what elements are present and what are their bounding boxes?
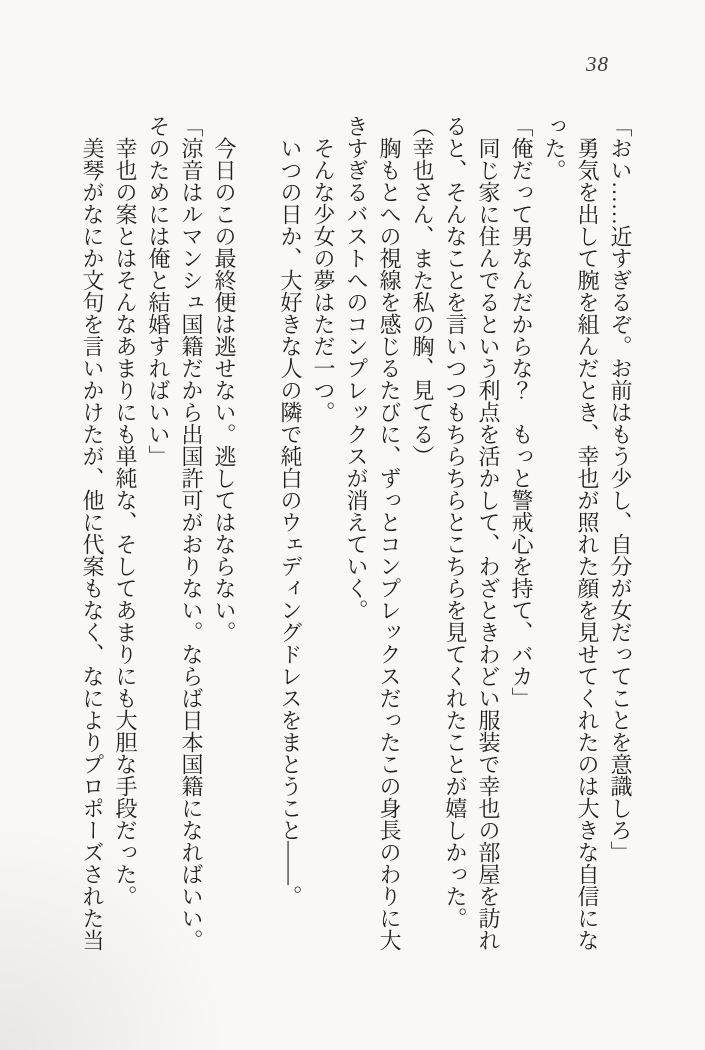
paragraph: 今日のこの最終便は逃せない。逃してはならない。 <box>212 137 237 643</box>
paragraph: 「おい……近すぎるぞ。お前はもう少し、自分が女だってことを意識しろ」 <box>608 115 633 863</box>
page-text <box>72 115 637 955</box>
page-number: 38 <box>586 52 609 76</box>
paragraph: いつの日か、大好きな人の隣で純白のウェディングドレスをまとうこと――。 <box>278 137 303 907</box>
paragraph: （幸也さん、また私の胸、見てる） <box>410 115 435 467</box>
paragraph: 美琴がなにか文句を言いかけたが、他に代案もなく、なによりプロポーズされた当 <box>80 137 105 951</box>
paragraph: 「俺だって男なんだからな？ もっと警戒心を持て、バカ」 <box>509 115 534 709</box>
paragraph: そんな少女の夢はただ一つ。 <box>311 137 336 423</box>
paragraph: 勇気を出して腕を組んだとき、幸也が照れた顔を見せてくれたのは大きな自信になった。 <box>542 115 600 951</box>
paragraph: 「涼音はルマンシュ国籍だから出国許可がおりない。ならば日本国籍になればいい。そのためには俺と結婚すればいい」 <box>146 115 204 951</box>
paragraph: 幸也の案とはそんなあまりにも単純な、そしてあまりにも大胆な手段だった。 <box>113 137 138 907</box>
paragraph: 同じ家に住んでるという利点を活かして、わざときわどい服装で幸也の部屋を訪れると、そんなことを言いつつもちらちらとこちらを見てくれたことが嬉しかった。 <box>443 115 501 951</box>
paragraph: 胸もとへの視線を感じるたびに、ずっとコンプレックスだったこの身長のわりに大きすぎるバストへのコンプレックスが消えていく。 <box>344 115 402 951</box>
